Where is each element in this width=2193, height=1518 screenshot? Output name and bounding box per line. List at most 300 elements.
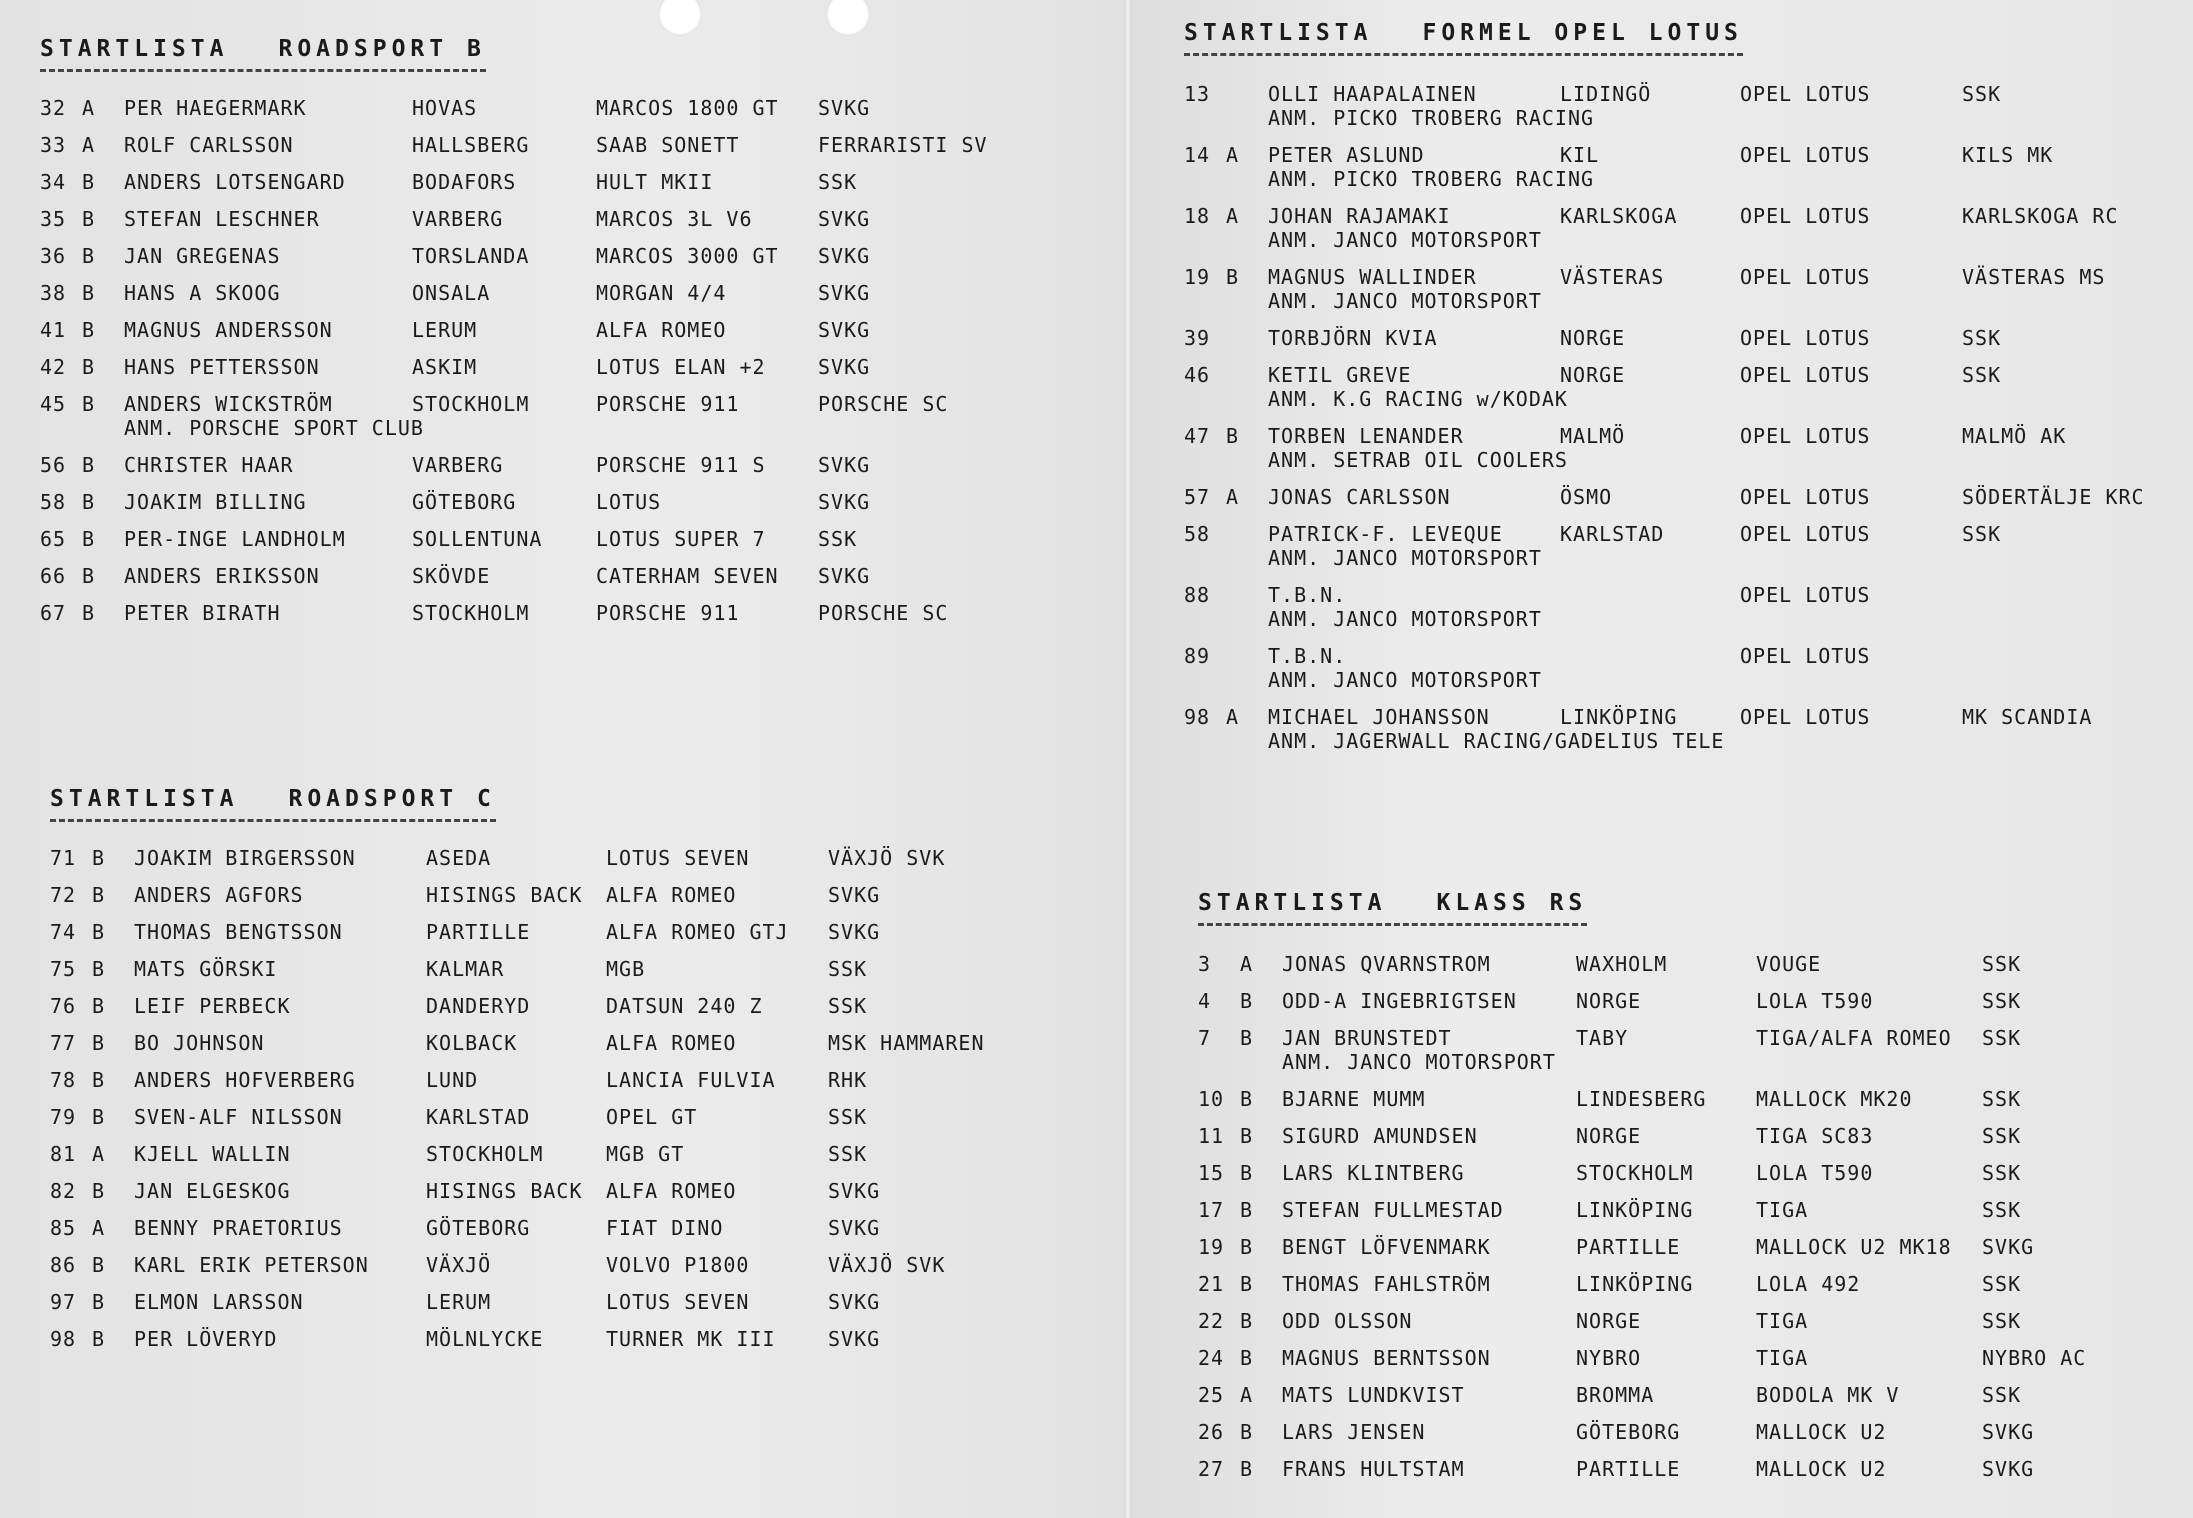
- club-name: PORSCHE SC: [818, 392, 949, 416]
- entry-group: B: [92, 957, 106, 981]
- driver-name: PETER ASLUND: [1268, 143, 1425, 167]
- entry-row: [1198, 1026, 2022, 1087]
- start-number: 74: [50, 920, 77, 944]
- entry-row: [1198, 952, 2022, 989]
- entry-group: B: [1240, 1346, 1254, 1370]
- entry-row: [40, 281, 871, 318]
- entry-row: [1198, 1346, 2087, 1383]
- car-model: LANCIA FULVIA: [606, 1068, 776, 1092]
- driver-town: LINKÖPING: [1576, 1198, 1694, 1222]
- club-name: SVKG: [818, 318, 871, 342]
- start-number: 82: [50, 1179, 77, 1203]
- driver-name: JAN GREGENAS: [124, 244, 281, 268]
- entry-group: B: [1240, 1198, 1254, 1222]
- driver-name: T.B.N.: [1268, 583, 1347, 607]
- car-model: CATERHAM SEVEN: [596, 564, 779, 588]
- entry-row: [1184, 522, 2002, 583]
- club-name: RHK: [828, 1068, 868, 1092]
- car-model: OPEL LOTUS: [1740, 583, 1871, 607]
- car-model: OPEL LOTUS: [1740, 143, 1871, 167]
- entry-row: [40, 318, 871, 355]
- entry-group: B: [82, 244, 96, 268]
- club-name: SSK: [828, 1105, 868, 1129]
- car-model: OPEL LOTUS: [1740, 485, 1871, 509]
- entry-row: [40, 355, 871, 392]
- club-name: MK SCANDIA: [1962, 705, 2093, 729]
- driver-town: NORGE: [1560, 363, 1626, 387]
- entry-group: B: [1240, 1457, 1254, 1481]
- car-model: OPEL LOTUS: [1740, 705, 1871, 729]
- car-model: OPEL LOTUS: [1740, 644, 1871, 668]
- driver-town: PARTILLE: [1576, 1457, 1681, 1481]
- start-number: 19: [1198, 1235, 1225, 1259]
- club-name: SSK: [828, 994, 868, 1018]
- start-number: 42: [40, 355, 67, 379]
- entry-row: [1184, 204, 2119, 265]
- club-name: SSK: [1982, 1124, 2022, 1148]
- club-name: SVKG: [828, 920, 881, 944]
- car-model: ALFA ROMEO: [606, 883, 737, 907]
- entry-group: A: [92, 1216, 106, 1240]
- driver-town: STOCKHOLM: [426, 1142, 544, 1166]
- entry-row: [50, 846, 946, 883]
- entry-group: B: [1240, 1309, 1254, 1333]
- start-number: 58: [1184, 522, 1211, 546]
- section-heading: [50, 786, 496, 822]
- heading-prefix: STARTLISTA: [1184, 20, 1373, 46]
- entry-row: [50, 1327, 881, 1364]
- driver-town: MÖLNLYCKE: [426, 1327, 544, 1351]
- club-name: SSK: [1962, 363, 2002, 387]
- entry-row: [40, 601, 949, 638]
- driver-name: MATS GÖRSKI: [134, 957, 278, 981]
- start-number: 4: [1198, 989, 1212, 1013]
- driver-name: ANDERS AGFORS: [134, 883, 304, 907]
- entry-group: A: [82, 96, 96, 120]
- start-number: 32: [40, 96, 67, 120]
- entry-row: [40, 453, 871, 490]
- driver-town: LERUM: [412, 318, 478, 342]
- driver-town: VARBERG: [412, 207, 504, 231]
- entry-note: ANM. JANCO MOTORSPORT: [1282, 1050, 1556, 1074]
- entry-group: B: [1240, 1235, 1254, 1259]
- entry-row: [40, 392, 949, 453]
- driver-name: LEIF PERBECK: [134, 994, 291, 1018]
- driver-town: STOCKHOLM: [412, 392, 530, 416]
- car-model: OPEL LOTUS: [1740, 522, 1871, 546]
- club-name: SSK: [1982, 1026, 2022, 1050]
- entry-group: B: [92, 1031, 106, 1055]
- club-name: SSK: [828, 957, 868, 981]
- start-number: 98: [50, 1327, 77, 1351]
- start-number: 75: [50, 957, 77, 981]
- driver-town: NORGE: [1576, 989, 1642, 1013]
- entry-note: ANM. PICKO TROBERG RACING: [1268, 106, 1595, 130]
- heading-prefix: STARTLISTA: [1198, 890, 1387, 916]
- driver-town: LINKÖPING: [1576, 1272, 1694, 1296]
- entry-row: [50, 957, 868, 994]
- car-model: LOLA 492: [1756, 1272, 1861, 1296]
- club-name: SVKG: [818, 490, 871, 514]
- club-name: SVKG: [828, 1290, 881, 1314]
- driver-town: TABY: [1576, 1026, 1629, 1050]
- car-model: SAAB SONETT: [596, 133, 740, 157]
- club-name: VÄXJÖ SVK: [828, 846, 946, 870]
- driver-name: SVEN-ALF NILSSON: [134, 1105, 343, 1129]
- entry-row: [50, 1216, 881, 1253]
- entry-group: B: [82, 170, 96, 194]
- driver-town: KALMAR: [426, 957, 505, 981]
- driver-town: VÄXJÖ: [426, 1253, 492, 1277]
- entry-row: [50, 920, 881, 957]
- start-number: 78: [50, 1068, 77, 1092]
- driver-name: KJELL WALLIN: [134, 1142, 291, 1166]
- entry-row: [1198, 1124, 2022, 1161]
- entry-row: [1198, 1457, 2035, 1494]
- entry-row: [40, 564, 871, 601]
- entry-row: [1198, 1383, 2022, 1420]
- driver-name: MAGNUS BERNTSSON: [1282, 1346, 1491, 1370]
- club-name: SVKG: [818, 244, 871, 268]
- entry-row: [50, 1142, 868, 1179]
- entry-group: B: [82, 453, 96, 477]
- car-model: LOTUS SUPER 7: [596, 527, 766, 551]
- driver-name: TORBJÖRN KVIA: [1268, 326, 1438, 350]
- driver-name: PER LÖVERYD: [134, 1327, 278, 1351]
- entry-row: [1184, 82, 2002, 143]
- entry-group: A: [1226, 204, 1240, 228]
- driver-name: JAN BRUNSTEDT: [1282, 1026, 1452, 1050]
- entry-group: B: [1226, 424, 1240, 448]
- driver-town: KOLBACK: [426, 1031, 518, 1055]
- entry-row: [1198, 1087, 2022, 1124]
- club-name: SÖDERTÄLJE KRC: [1962, 485, 2145, 509]
- start-number: 81: [50, 1142, 77, 1166]
- driver-name: ODD OLSSON: [1282, 1309, 1413, 1333]
- entry-group: A: [1240, 1383, 1254, 1407]
- heading-prefix: STARTLISTA: [50, 786, 239, 812]
- entry-row: [50, 1179, 881, 1216]
- club-name: SSK: [1982, 1161, 2022, 1185]
- start-number: 45: [40, 392, 67, 416]
- driver-name: ANDERS WICKSTRÖM: [124, 392, 333, 416]
- driver-name: KARL ERIK PETERSON: [134, 1253, 369, 1277]
- entry-list: [1198, 952, 2087, 1494]
- start-number: 7: [1198, 1026, 1212, 1050]
- club-name: SVKG: [1982, 1457, 2035, 1481]
- start-number: 38: [40, 281, 67, 305]
- entry-group: B: [92, 1068, 106, 1092]
- car-model: OPEL LOTUS: [1740, 363, 1871, 387]
- car-model: OPEL LOTUS: [1740, 265, 1871, 289]
- driver-town: LINDESBERG: [1576, 1087, 1707, 1111]
- start-number: 24: [1198, 1346, 1225, 1370]
- entry-row: [1198, 989, 2022, 1026]
- driver-town: LUND: [426, 1068, 479, 1092]
- car-model: PORSCHE 911: [596, 392, 740, 416]
- start-number: 27: [1198, 1457, 1225, 1481]
- driver-name: MAGNUS ANDERSSON: [124, 318, 333, 342]
- entry-row: [40, 170, 858, 207]
- entry-group: B: [92, 1105, 106, 1129]
- start-number: 97: [50, 1290, 77, 1314]
- driver-name: TORBEN LENANDER: [1268, 424, 1464, 448]
- entry-group: B: [1240, 1272, 1254, 1296]
- section-klass-rs: [1198, 890, 2087, 1494]
- start-number: 34: [40, 170, 67, 194]
- driver-town: DANDERYD: [426, 994, 531, 1018]
- driver-town: NYBRO: [1576, 1346, 1642, 1370]
- start-number: 98: [1184, 705, 1211, 729]
- heading-class: ROADSPORT C: [288, 786, 496, 812]
- entry-row: [50, 883, 881, 920]
- entry-group: B: [1226, 265, 1240, 289]
- driver-name: MICHAEL JOHANSSON: [1268, 705, 1490, 729]
- club-name: SSK: [1982, 1087, 2022, 1111]
- car-model: TIGA: [1756, 1198, 1809, 1222]
- car-model: OPEL GT: [606, 1105, 698, 1129]
- start-number: 11: [1198, 1124, 1225, 1148]
- club-name: SVKG: [818, 281, 871, 305]
- driver-name: MAGNUS WALLINDER: [1268, 265, 1477, 289]
- entry-group: B: [82, 601, 96, 625]
- start-number: 66: [40, 564, 67, 588]
- start-number: 13: [1184, 82, 1211, 106]
- car-model: MARCOS 3L V6: [596, 207, 753, 231]
- section-formel-opel-lotus: [1184, 20, 2145, 766]
- entry-list: [50, 846, 985, 1364]
- driver-name: ELMON LARSSON: [134, 1290, 304, 1314]
- start-number: 76: [50, 994, 77, 1018]
- club-name: NYBRO AC: [1982, 1346, 2087, 1370]
- driver-name: LARS JENSEN: [1282, 1420, 1426, 1444]
- driver-town: KARLSKOGA: [1560, 204, 1678, 228]
- car-model: OPEL LOTUS: [1740, 326, 1871, 350]
- entry-group: B: [92, 1179, 106, 1203]
- entry-row: [1184, 363, 2002, 424]
- entry-row: [50, 1253, 946, 1290]
- entry-group: B: [1240, 1026, 1254, 1050]
- entry-row: [50, 994, 868, 1031]
- entry-row: [1184, 265, 2106, 326]
- entry-note: ANM. JANCO MOTORSPORT: [1268, 607, 1542, 631]
- club-name: SSK: [828, 1142, 868, 1166]
- start-number: 35: [40, 207, 67, 231]
- start-number: 10: [1198, 1087, 1225, 1111]
- car-model: MARCOS 3000 GT: [596, 244, 779, 268]
- club-name: SSK: [1982, 1383, 2022, 1407]
- car-model: DATSUN 240 Z: [606, 994, 763, 1018]
- entry-group: B: [82, 527, 96, 551]
- entry-row: [1184, 705, 2093, 766]
- driver-name: JAN ELGESKOG: [134, 1179, 291, 1203]
- driver-name: BJARNE MUMM: [1282, 1087, 1426, 1111]
- car-model: TIGA: [1756, 1346, 1809, 1370]
- entry-group: A: [1226, 485, 1240, 509]
- driver-name: KETIL GREVE: [1268, 363, 1412, 387]
- entry-note: ANM. SETRAB OIL COOLERS: [1268, 448, 1568, 472]
- start-number: 46: [1184, 363, 1211, 387]
- entry-group: B: [82, 281, 96, 305]
- car-model: TIGA SC83: [1756, 1124, 1874, 1148]
- driver-name: HANS PETTERSSON: [124, 355, 320, 379]
- club-name: SVKG: [828, 1179, 881, 1203]
- club-name: MSK HAMMAREN: [828, 1031, 985, 1055]
- car-model: ALFA ROMEO: [606, 1179, 737, 1203]
- entry-group: B: [92, 994, 106, 1018]
- entry-row: [1198, 1309, 2022, 1346]
- driver-town: KIL: [1560, 143, 1600, 167]
- entry-note: ANM. JANCO MOTORSPORT: [1268, 289, 1542, 313]
- club-name: SSK: [1982, 1272, 2022, 1296]
- driver-town: ÖSMO: [1560, 485, 1613, 509]
- start-number: 47: [1184, 424, 1211, 448]
- driver-town: WAXHOLM: [1576, 952, 1668, 976]
- start-number: 86: [50, 1253, 77, 1277]
- driver-name: MATS LUNDKVIST: [1282, 1383, 1465, 1407]
- entry-row: [40, 133, 988, 170]
- driver-name: JOHAN RAJAMAKI: [1268, 204, 1451, 228]
- driver-name: JOAKIM BIRGERSSON: [134, 846, 356, 870]
- entry-row: [50, 1105, 868, 1142]
- entry-note: ANM. JANCO MOTORSPORT: [1268, 668, 1542, 692]
- entry-group: B: [92, 883, 106, 907]
- car-model: OPEL LOTUS: [1740, 204, 1871, 228]
- car-model: MORGAN 4/4: [596, 281, 727, 305]
- entry-note: ANM. K.G RACING w/KODAK: [1268, 387, 1568, 411]
- driver-town: KARLSTAD: [1560, 522, 1665, 546]
- driver-town: LERUM: [426, 1290, 492, 1314]
- car-model: PORSCHE 911 S: [596, 453, 766, 477]
- entry-note: ANM. JAGERWALL RACING/GADELIUS TELE: [1268, 729, 1725, 753]
- entry-group: B: [92, 1327, 106, 1351]
- driver-name: LARS KLINTBERG: [1282, 1161, 1465, 1185]
- start-number: 14: [1184, 143, 1211, 167]
- entry-row: [40, 244, 871, 281]
- driver-town: GÖTEBORG: [426, 1216, 531, 1240]
- start-number: 17: [1198, 1198, 1225, 1222]
- entry-note: ANM. PORSCHE SPORT CLUB: [124, 416, 424, 440]
- entry-row: [40, 207, 871, 244]
- section-roadsport-c: [50, 786, 985, 1364]
- club-name: SSK: [1982, 1309, 2022, 1333]
- driver-town: STOCKHOLM: [412, 601, 530, 625]
- car-model: LOLA T590: [1756, 989, 1874, 1013]
- entry-row: [1198, 1272, 2022, 1309]
- start-number: 77: [50, 1031, 77, 1055]
- club-name: MALMÖ AK: [1962, 424, 2067, 448]
- club-name: SVKG: [818, 96, 871, 120]
- entry-row: [1184, 485, 2145, 522]
- driver-town: HISINGS BACK: [426, 883, 583, 907]
- entry-row: [1198, 1198, 2022, 1235]
- car-model: BODOLA MK V: [1756, 1383, 1900, 1407]
- start-number: 85: [50, 1216, 77, 1240]
- club-name: VÄXJÖ SVK: [828, 1253, 946, 1277]
- start-number: 88: [1184, 583, 1211, 607]
- heading-class: FORMEL OPEL LOTUS: [1422, 20, 1743, 46]
- car-model: VOUGE: [1756, 952, 1822, 976]
- driver-name: PATRICK-F. LEVEQUE: [1268, 522, 1503, 546]
- entry-row: [1198, 1420, 2035, 1457]
- start-number: 79: [50, 1105, 77, 1129]
- driver-town: PARTILLE: [426, 920, 531, 944]
- start-number: 25: [1198, 1383, 1225, 1407]
- driver-name: OLLI HAAPALAINEN: [1268, 82, 1477, 106]
- section-heading: [1184, 20, 1743, 56]
- start-number: 33: [40, 133, 67, 157]
- driver-town: BROMMA: [1576, 1383, 1655, 1407]
- start-number: 19: [1184, 265, 1211, 289]
- club-name: SSK: [818, 170, 858, 194]
- start-number: 3: [1198, 952, 1212, 976]
- driver-town: NORGE: [1560, 326, 1626, 350]
- driver-town: VARBERG: [412, 453, 504, 477]
- club-name: SSK: [1962, 82, 2002, 106]
- entry-group: A: [92, 1142, 106, 1166]
- entry-group: B: [92, 920, 106, 944]
- entry-row: [50, 1031, 985, 1068]
- driver-town: NORGE: [1576, 1124, 1642, 1148]
- driver-name: ANDERS ERIKSSON: [124, 564, 320, 588]
- entry-group: A: [82, 133, 96, 157]
- entry-list: [1184, 82, 2145, 766]
- heading-class: KLASS RS: [1436, 890, 1588, 916]
- club-name: SSK: [1982, 952, 2022, 976]
- driver-town: SOLLENTUNA: [412, 527, 543, 551]
- driver-town: SKÖVDE: [412, 564, 491, 588]
- entry-group: B: [82, 490, 96, 514]
- driver-name: T.B.N.: [1268, 644, 1347, 668]
- entry-list: [40, 96, 988, 638]
- club-name: SSK: [1962, 522, 2002, 546]
- entry-group: B: [82, 564, 96, 588]
- driver-name: JONAS QVARNSTROM: [1282, 952, 1491, 976]
- start-number: 89: [1184, 644, 1211, 668]
- car-model: ALFA ROMEO GTJ: [606, 920, 789, 944]
- driver-name: CHRISTER HAAR: [124, 453, 294, 477]
- driver-town: MALMÖ: [1560, 424, 1626, 448]
- entry-note: ANM. JANCO MOTORSPORT: [1268, 228, 1542, 252]
- entry-group: B: [1240, 1420, 1254, 1444]
- entry-row: [1184, 644, 1871, 705]
- driver-name: ODD-A INGEBRIGTSEN: [1282, 989, 1517, 1013]
- start-number: 67: [40, 601, 67, 625]
- driver-town: GÖTEBORG: [412, 490, 517, 514]
- club-name: SVKG: [1982, 1420, 2035, 1444]
- club-name: SVKG: [818, 453, 871, 477]
- driver-name: STEFAN FULLMESTAD: [1282, 1198, 1504, 1222]
- start-number: 58: [40, 490, 67, 514]
- driver-town: TORSLANDA: [412, 244, 530, 268]
- start-number: 15: [1198, 1161, 1225, 1185]
- start-number: 57: [1184, 485, 1211, 509]
- entry-group: A: [1226, 143, 1240, 167]
- driver-town: HALLSBERG: [412, 133, 530, 157]
- start-number: 26: [1198, 1420, 1225, 1444]
- car-model: MALLOCK U2 MK18: [1756, 1235, 1952, 1259]
- entry-row: [40, 490, 871, 527]
- driver-town: KARLSTAD: [426, 1105, 531, 1129]
- start-number: 39: [1184, 326, 1211, 350]
- entry-row: [50, 1068, 868, 1105]
- car-model: MALLOCK U2: [1756, 1457, 1887, 1481]
- entry-group: A: [1240, 952, 1254, 976]
- club-name: SVKG: [818, 355, 871, 379]
- start-number: 36: [40, 244, 67, 268]
- driver-name: THOMAS BENGTSSON: [134, 920, 343, 944]
- entry-group: B: [1240, 1124, 1254, 1148]
